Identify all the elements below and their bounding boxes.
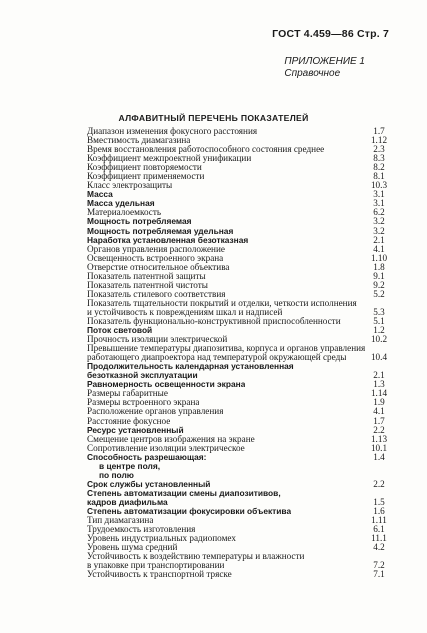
- index-entry: [87, 362, 392, 371]
- index-entry: [87, 163, 392, 172]
- entry-section-number: 10.1: [370, 442, 388, 453]
- entry-text: Наработка установленная безотказная: [87, 235, 249, 245]
- entry-text: Освещенность встроенного экрана: [87, 253, 224, 263]
- index-entry: [87, 407, 392, 416]
- entry-section-number: 1.7: [373, 415, 385, 426]
- entry-text: Органов управления расположение: [87, 244, 225, 254]
- appendix-title: ПРИЛОЖЕНИЕ 1: [284, 56, 365, 67]
- entry-section-number: 7.1: [373, 569, 385, 580]
- entry-text: Материалоемкость: [87, 208, 162, 218]
- index-entry: [87, 353, 392, 362]
- entry-text: Диапазон изменения фокусного расстояния: [87, 127, 258, 136]
- index-entry: [87, 172, 392, 181]
- index-entry: [87, 308, 392, 317]
- index-entry: [87, 398, 392, 407]
- entry-section-number: 4.2: [373, 542, 385, 553]
- entry-section-number: 1.14: [370, 388, 388, 399]
- entry-text: Мощность потребляемая удельная: [87, 226, 234, 236]
- entry-text: безотказной эксплуатации: [87, 371, 198, 381]
- entry-section-number: 6.2: [373, 207, 385, 218]
- entry-section-number: 2.1: [373, 234, 385, 245]
- entry-section-number: 7.2: [373, 560, 385, 571]
- index-entry: [87, 299, 392, 308]
- index-entry: [87, 227, 392, 236]
- index-entry: [87, 552, 392, 561]
- index-entry: [87, 444, 392, 453]
- entry-text: Масса удельная: [87, 199, 155, 209]
- entry-section-number: 1.7: [373, 126, 385, 136]
- index-entry: [87, 525, 392, 534]
- entry-section-number: 5.3: [373, 306, 385, 317]
- index-entry: [87, 236, 392, 245]
- index-entry: [87, 317, 392, 326]
- appendix-label: [284, 56, 365, 79]
- index-entry: [87, 435, 392, 444]
- index-entry: [87, 380, 392, 389]
- entry-section-number: 3.1: [373, 198, 385, 209]
- entry-text: Трудоемкость изготовления: [87, 525, 196, 535]
- page-header: ГОСТ 4.459—86 Стр. 7: [272, 28, 389, 40]
- entry-text: Показатель патентной защиты: [87, 271, 206, 281]
- entry-text: Уровень индустриальных радиопомех: [87, 534, 236, 544]
- index-entry: [87, 417, 392, 426]
- entry-text: работающего диапроектора над температурой окружающей среды: [87, 353, 347, 363]
- index-entry: [87, 335, 392, 344]
- index-entry: [87, 208, 392, 217]
- index-entry: [87, 453, 392, 462]
- entry-text: в центре поля,: [99, 461, 161, 471]
- entry-section-number: 1.4: [373, 451, 385, 462]
- entry-text: Вместимость диамагазина: [87, 136, 191, 146]
- entry-text: Поток световой: [87, 326, 153, 336]
- entry-section-number: 2.1: [373, 370, 385, 381]
- index-entry: [87, 489, 392, 498]
- entry-text: и устойчивость к повреждениям шкал и надписей: [87, 307, 283, 317]
- index-entry: [87, 145, 392, 154]
- index-entry: [87, 281, 392, 290]
- entry-section-number: 1.3: [373, 379, 385, 390]
- entry-section-number: 9.2: [373, 279, 385, 290]
- index-entry: [87, 480, 392, 489]
- index-entry: [87, 272, 392, 281]
- index-entry: [87, 534, 392, 543]
- index-entry: [87, 389, 392, 398]
- index-entry: [87, 570, 392, 579]
- entry-text: Прочность изоляции электрической: [87, 335, 228, 345]
- entry-section-number: 1.2: [373, 325, 385, 336]
- entry-section-number: 3.2: [373, 216, 385, 227]
- entry-section-number: 4.1: [373, 243, 385, 254]
- index-entry: [87, 561, 392, 570]
- entry-text: Тип диамагазина: [87, 516, 154, 526]
- entry-section-number: 4.1: [373, 406, 385, 417]
- entry-text: Равномерность освещенности экрана: [87, 380, 246, 390]
- index-entry: [87, 471, 392, 480]
- entry-text: Степень автоматизации фокусировки объектива: [87, 506, 292, 516]
- index-entry: [87, 181, 392, 190]
- entry-text: Уровень шума средний: [87, 543, 178, 553]
- entry-text: Коэффициент применяемости: [87, 172, 205, 182]
- entry-text: Смещение центров изображения на экране: [87, 434, 255, 444]
- entry-section-number: 2.2: [373, 478, 385, 489]
- index-entry: [87, 516, 392, 525]
- entry-section-number: 1.5: [373, 496, 385, 507]
- index-entry: [87, 371, 392, 380]
- entry-section-number: 8.3: [373, 153, 385, 164]
- entry-text: Сопротивление изоляции электрическое: [87, 443, 245, 453]
- entry-text: Размеры встроенного экрана: [87, 398, 200, 408]
- entry-text: Устойчивость к воздействию температуры и влажности: [87, 552, 305, 562]
- entry-text: Масса: [87, 190, 113, 200]
- entry-text: Показатель тщательности покрытий и отделки, четкости исполнения: [87, 298, 357, 308]
- entry-text: Коэффициент межпроектной унификации: [87, 154, 252, 164]
- entry-section-number: 10.3: [370, 180, 388, 191]
- entry-section-number: 10.2: [370, 334, 388, 345]
- entry-text: в упаковке при транспортировании: [87, 561, 225, 571]
- entry-text: Степень автоматизации смены диапозитивов,: [87, 488, 281, 498]
- index-entry: [87, 127, 392, 136]
- entry-section-number: 1.6: [373, 505, 385, 516]
- entry-section-number: 1.11: [371, 515, 387, 526]
- index-entry: [87, 199, 392, 208]
- index-list: [87, 127, 392, 579]
- entry-section-number: 1.10: [370, 252, 388, 263]
- entry-text: Размеры габаритные: [87, 389, 168, 399]
- entry-text: Расположение органов управления: [87, 407, 224, 417]
- entry-text: Класс электрозащиты: [87, 181, 173, 191]
- entry-section-number: 9.1: [373, 270, 385, 281]
- entry-text: Время восстановления работоспособного состояния среднее: [87, 145, 325, 155]
- index-entry: [87, 254, 392, 263]
- index-entry: [87, 245, 392, 254]
- entry-section-number: 1.8: [373, 261, 385, 272]
- entry-section-number: 1.12: [370, 135, 388, 146]
- index-entry: [87, 217, 392, 226]
- entry-text: Отверстие относительное объектива: [87, 262, 230, 272]
- index-entry: [87, 136, 392, 145]
- entry-text: Срок службы установленный: [87, 479, 211, 489]
- index-entry: [87, 154, 392, 163]
- entry-text: Мощность потребляемая: [87, 217, 192, 227]
- entry-text: Ресурс установленный: [87, 425, 184, 435]
- entry-text: по полю: [99, 470, 134, 480]
- entry-section-number: 10.4: [370, 352, 388, 363]
- index-entry: [87, 426, 392, 435]
- entry-text: кадров диафильма: [87, 497, 168, 507]
- entry-text: Продолжительность календарная установленная: [87, 362, 294, 372]
- entry-text: Устойчивость к транспортной тряске: [87, 570, 232, 580]
- entry-text: Показатель стилевого соответствия: [87, 289, 226, 299]
- entry-section-number: 3.2: [373, 225, 385, 236]
- entry-text: Способность разрешающая:: [87, 452, 207, 462]
- entry-section-number: 6.1: [373, 524, 385, 535]
- entry-text: Показатель патентной чистоты: [87, 280, 208, 290]
- index-entry: [87, 344, 392, 353]
- index-entry: [87, 462, 392, 471]
- entry-text: Показатель функционально-конструктивной приспособленности: [87, 316, 341, 326]
- index-entry: [87, 543, 392, 552]
- entry-section-number: 2.3: [373, 144, 385, 155]
- entry-section-number: 5.1: [373, 315, 385, 326]
- entry-section-number: 1.13: [370, 433, 388, 444]
- index-entry: [87, 190, 392, 199]
- entry-section-number: 8.2: [373, 162, 385, 173]
- document-title: АЛФАВИТНЫЙ ПЕРЕЧЕНЬ ПОКАЗАТЕЛЕЙ: [118, 113, 309, 123]
- index-entry: [87, 507, 392, 516]
- entry-section-number: 8.1: [373, 171, 385, 182]
- index-entry: [87, 263, 392, 272]
- entry-section-number: 1.9: [373, 397, 385, 408]
- entry-section-number: 5.2: [373, 288, 385, 299]
- index-entry: [87, 290, 392, 299]
- index-entry: [87, 498, 392, 507]
- entry-section-number: 3.1: [373, 189, 385, 200]
- appendix-subtitle: Справочное: [284, 68, 341, 79]
- entry-text: Превышение температуры диапозитива, корпуса и органов управления: [87, 344, 366, 354]
- entry-section-number: 2.2: [373, 424, 385, 435]
- entry-section-number: 11.1: [371, 533, 387, 544]
- entry-text: Расстояние фокусное: [87, 416, 171, 426]
- entry-text: Коэффициент повторяемости: [87, 163, 202, 173]
- index-entry: [87, 326, 392, 335]
